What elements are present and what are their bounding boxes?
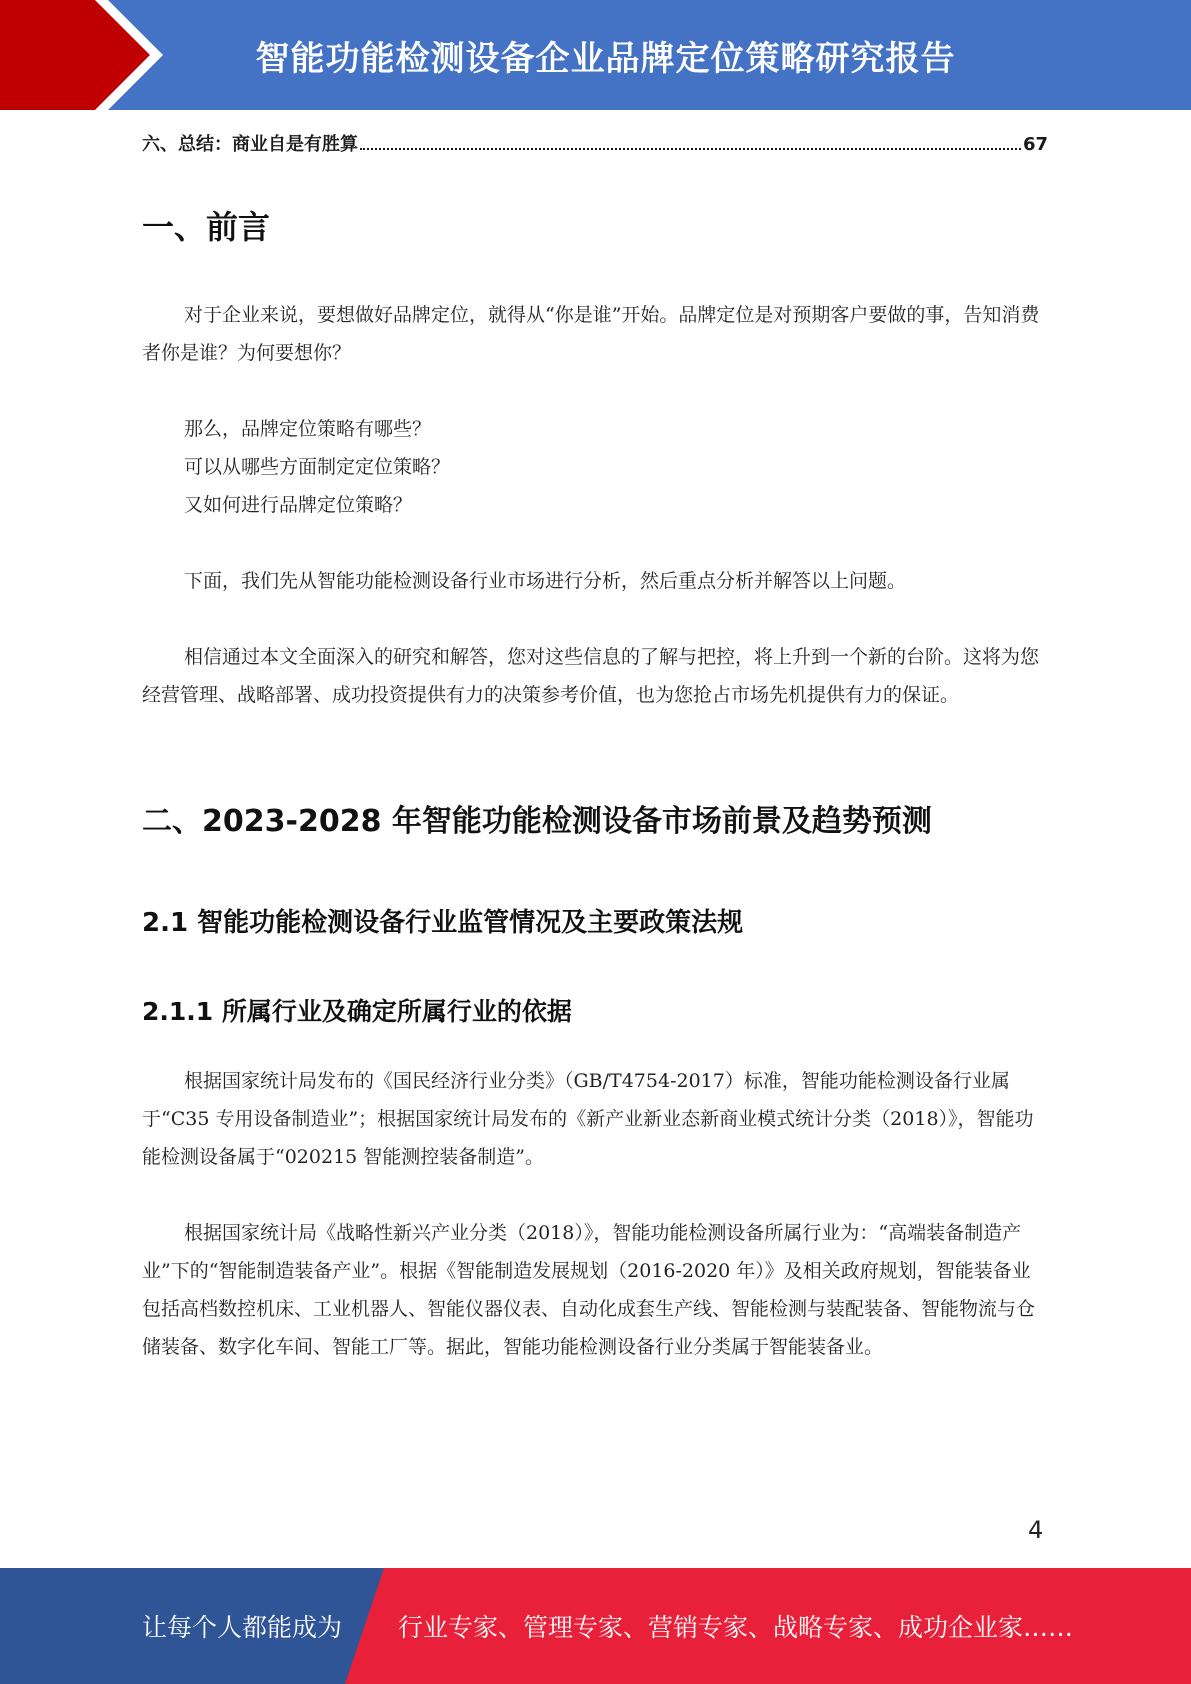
footer-banner (0, 1568, 1191, 1684)
footer-slogan-left: 让每个人都能成为 (142, 1613, 343, 1642)
paragraph-industry-2: 根据国家统计局《战略性新兴产业分类（2018）》，智能功能检测设备所属行业为：“高端装备制造产业”下的“智能制造装备产业”。根据《智能制造发展规划（2016-2020 年）》及相关政府规划，智能装备业包括高档数控机床、工业机器人、智能仪器仪表、自动化成套生产线、智能检测与装配装备、智能物流与仓储装备、数字化车间、智能工厂等。据此，智能功能检测设备行业分类属于智能装备业。 (142, 1222, 1036, 1358)
page-number: 4 (1028, 1516, 1044, 1544)
subsection-heading-regulation: 2.1 智能功能检测设备行业监管情况及主要政策法规 (142, 908, 744, 938)
question-1: 那么，品牌定位策略有哪些？ (184, 418, 432, 440)
paragraph-industry-1: 根据国家统计局发布的《国民经济行业分类》（GB/T4754-2017）标准，智能功能检测设备行业属于“C35 专用设备制造业”；根据国家统计局发布的《新产业新业态新商业模式统计分类（2018）》，智能功能检测设备属于“020215 智能测控装备制造”。 (142, 1070, 1034, 1168)
subsubsection-heading-industry: 2.1.1 所属行业及确定所属行业的依据 (142, 997, 572, 1026)
section-heading-market-forecast: 二、2023-2028 年智能功能检测设备市场前景及趋势预测 (142, 804, 932, 839)
header-banner (0, 0, 1191, 110)
toc-leader-dots (360, 148, 1021, 150)
paragraph-preface-3: 相信通过本文全面深入的研究和解答，您对这些信息的了解与把控，将上升到一个新的台阶。这将为您经营管理、战略部署、成功投资提供有力的决策参考价值，也为您抢占市场先机提供有力的保证。 (142, 646, 1040, 706)
paragraph-preface-2: 下面，我们先从智能功能检测设备行业市场进行分析，然后重点分析并解答以上问题。 (184, 570, 907, 592)
footer-slogan-right: 行业专家、管理专家、营销专家、战略专家、成功企业家…… (398, 1613, 1074, 1642)
paragraph-preface-1: 对于企业来说，要想做好品牌定位，就得从“你是谁”开始。品牌定位是对预期客户要做的事，告知消费者你是谁？为何要想你？ (142, 304, 1040, 364)
toc-entry-label: 六、总结：商业自是有胜算 (142, 134, 358, 155)
section-heading-preface: 一、前言 (142, 208, 271, 246)
report-title: 智能功能检测设备企业品牌定位策略研究报告 (255, 38, 956, 79)
question-2: 可以从哪些方面制定定位策略？ (184, 456, 451, 478)
question-3: 又如何进行品牌定位策略？ (184, 494, 413, 516)
toc-entry[interactable] (142, 130, 1048, 156)
toc-entry-page: 67 (1022, 134, 1048, 155)
